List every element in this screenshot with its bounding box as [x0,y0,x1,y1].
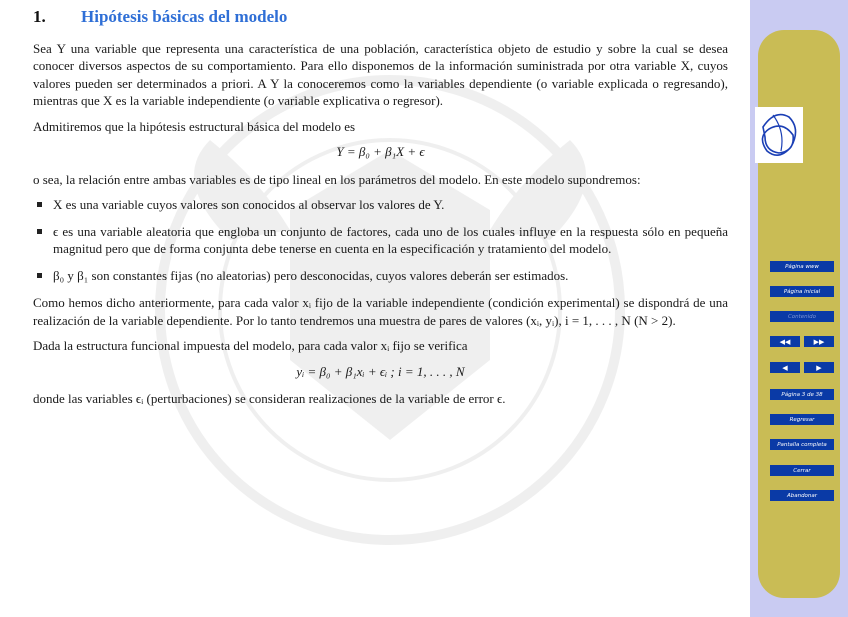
list-item: X es una variable cuyos valores son conocidos al observar los valores de Y. [33,196,728,214]
last-page-button[interactable]: ▶▶ [804,336,834,347]
back-button[interactable]: Regresar [770,414,834,425]
paragraph-structure: Dada la estructura funcional impuesta del modelo, para cada valor xᵢ fijo se verifica [33,338,468,353]
first-page-button[interactable]: ◀◀ [770,336,800,347]
main-content [33,8,728,416]
home-page-button[interactable]: Página inicial [770,286,834,297]
equation-sample: yᵢ = β₀ + β₁xᵢ + ϵᵢ ; i = 1, . . . , N [296,363,465,379]
knot-logo-icon [755,107,803,163]
paragraph-sample: Como hemos dicho anteriormente, para cada valor xᵢ fijo de la variable independiente (condición experimental) se dispondrá de una realización de la variable dependiente. Por lo tanto tendremos una muestra de pares de valores (xᵢ, yᵢ), i = 1, . . . , N (N > 2). [33,295,728,328]
list-item: ϵ es una variable aleatoria que engloba un conjunto de factores, cada uno de los cuales influye en la respuesta sólo en pequeña magnitud pero que de forma conjunta debe tenerse en cuenta en la especificación y tratamiento del modelo. [33,223,728,258]
quit-button[interactable]: Abandonar [770,490,834,501]
paragraph-errors: donde las variables ϵᵢ (perturbaciones) se consideran realizaciones de la variable de error ϵ. [33,391,506,406]
paragraph-linear: o sea, la relación entre ambas variables es de tipo lineal en los parámetros del modelo. En este modelo supondremos: [33,171,641,187]
paragraph-hypothesis: Admitiremos que la hipótesis estructural básica del modelo es [33,118,356,134]
section-number: 1. [33,7,46,26]
section-title: Hipótesis básicas del modelo [81,7,288,26]
close-button[interactable]: Cerrar [770,465,834,476]
bullet-icon [37,202,42,207]
paragraph-intro: Sea Y una variable que representa una característica de una población, característica objeto de estudio y sobre la cual se desea conocer diversos aspectos de su comportamiento. Para ello disponemos de la información suministrada por otra variable X, cuyos valores pueden ser determinados a priori. A Y la conoceremos como la variables dependiente (o variable explicada o regresando), mientras que X es la variable independiente (o variable explicativa o regresor). [33,40,728,108]
contents-button[interactable]: Contenido [770,311,834,322]
page-indicator[interactable]: Página 3 de 38 [770,389,834,400]
fullscreen-button[interactable]: Pantalla completa [770,439,834,450]
prev-next-nav [770,362,834,373]
equation-model: Y = β₀ + β₁X + ϵ [336,144,425,159]
previous-page-button[interactable]: ◀ [770,362,800,373]
web-page-button[interactable]: Página www [770,261,834,272]
first-last-nav [770,336,834,347]
bullet-icon [37,229,42,234]
assumption-list [33,196,728,284]
section-heading [33,8,728,26]
bullet-icon [37,273,42,278]
navigation-sidebar [750,0,848,617]
next-page-button[interactable]: ▶ [804,362,834,373]
list-item: β₀ y β₁ son constantes fijas (no aleatorias) pero desconocidas, cuyos valores deberán ser estimados. [33,267,728,285]
